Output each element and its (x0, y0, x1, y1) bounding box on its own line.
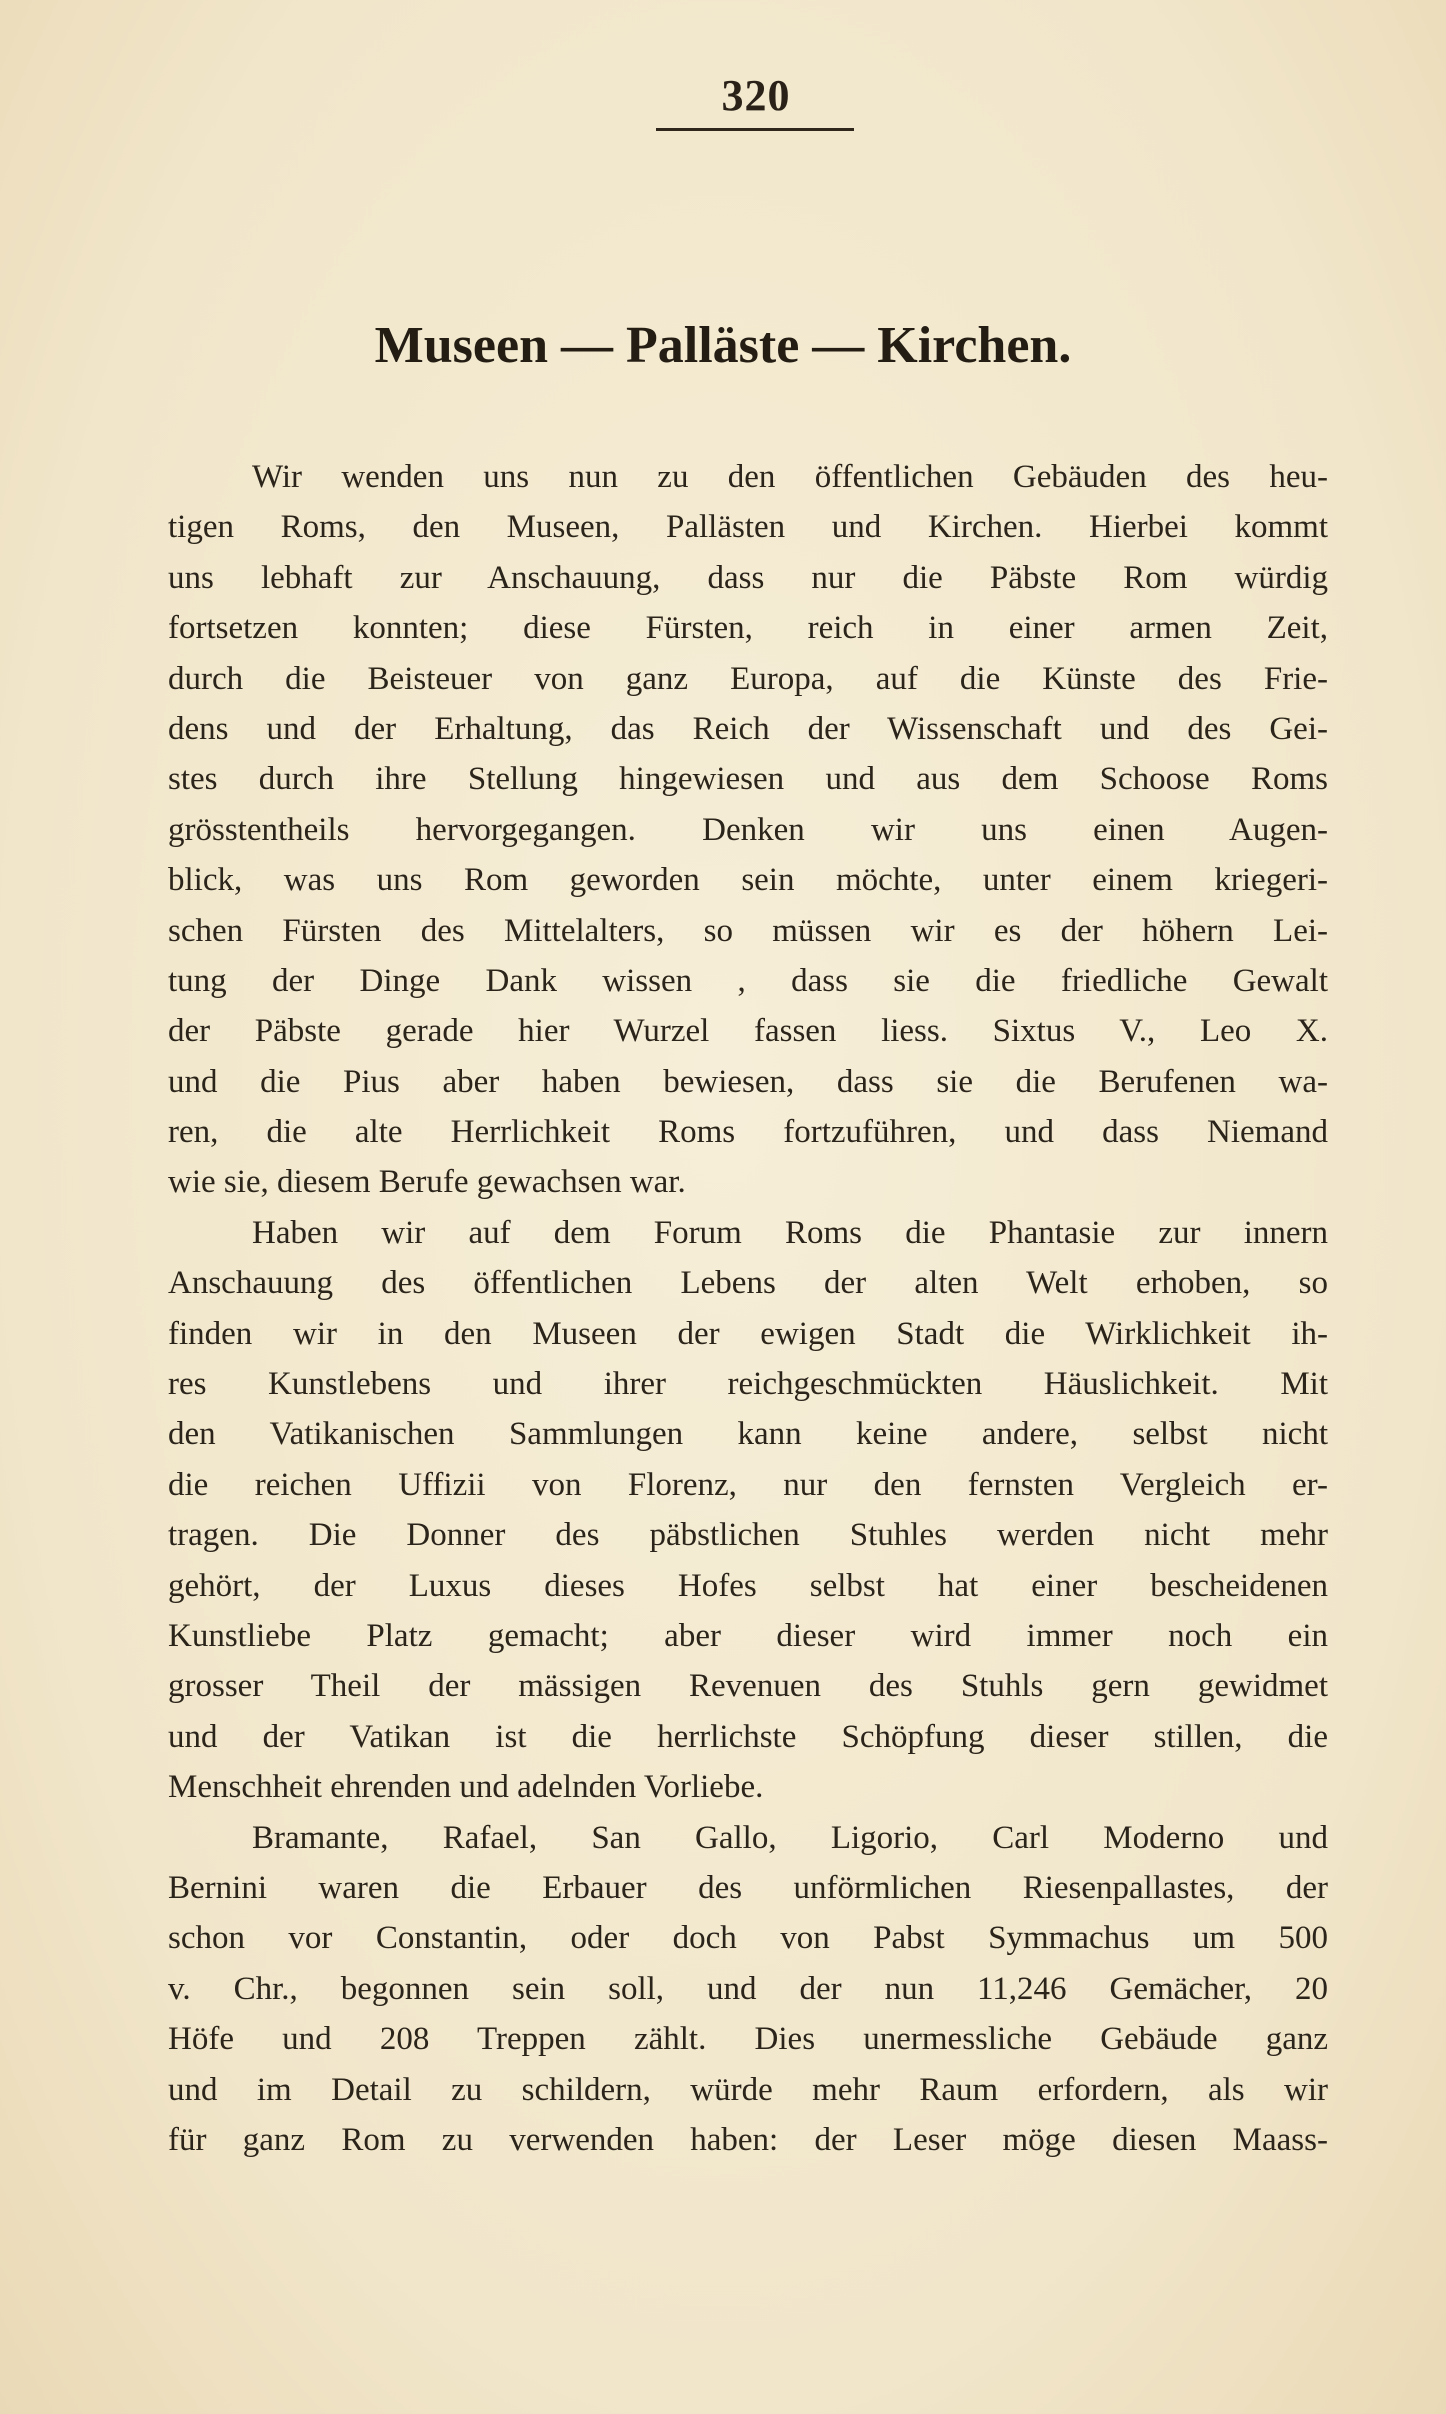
text-line: Höfe und 208 Treppen zählt. Dies unermessliche Gebäude ganz (168, 2021, 1328, 2058)
text-line: Kunstliebe Platz gemacht; aber dieser wird immer noch ein (168, 1617, 1328, 1654)
text-line: fortsetzen konnten; diese Fürsten, reich in einer armen Zeit, (168, 610, 1328, 647)
text-line: stes durch ihre Stellung hingewiesen und aus dem Schoose Roms (168, 761, 1328, 798)
text-line: Menschheit ehrenden und adelnden Vorliebe. (168, 1769, 764, 1806)
text-line: finden wir in den Museen der ewigen Stadt die Wirklichkeit ih- (168, 1315, 1328, 1352)
text-line: Haben wir auf dem Forum Roms die Phantasie zur innern (252, 1214, 1328, 1251)
paragraph-3 (168, 1813, 1328, 2166)
text-line: Wir wenden uns nun zu den öffentlichen Gebäuden des heu- (252, 459, 1328, 495)
text-line: der Päbste gerade hier Wurzel fassen liess. Sixtus V., Leo X. (168, 1013, 1328, 1050)
text-line: tragen. Die Donner des päbstlichen Stuhles werden nicht mehr (168, 1517, 1328, 1554)
text-line: Bramante, Rafael, San Gallo, Ligorio, Carl Moderno und (252, 1819, 1328, 1856)
text-line: grosser Theil der mässigen Revenuen des Stuhls gern gewidmet (168, 1668, 1328, 1705)
text-line: dens und der Erhaltung, das Reich der Wissenschaft und des Gei- (168, 710, 1328, 747)
page-number: 320 (721, 71, 791, 120)
text-line: schen Fürsten des Mittelalters, so müssen wir es der höhern Lei- (168, 912, 1328, 949)
text-line: die reichen Uffizii von Florenz, nur den fernsten Vergleich er- (168, 1466, 1328, 1503)
text-line: grösstentheils hervorgegangen. Denken wir uns einen Augen- (168, 811, 1328, 848)
text-line: wie sie, diesem Berufe gewachsen war. (168, 1164, 686, 1201)
paragraph-2 (168, 1208, 1328, 1813)
chapter-title: Museen — Palläste — Kirchen. (374, 317, 1072, 374)
text-line: den Vatikanischen Sammlungen kann keine andere, selbst nicht (168, 1416, 1328, 1453)
text-line: res Kunstlebens und ihrer reichgeschmückten Häuslichkeit. Mit (168, 1366, 1328, 1403)
text-line: tung der Dinge Dank wissen , dass sie die friedliche Gewalt (168, 962, 1328, 999)
text-line: ren, die alte Herrlichkeit Roms fortzuführen, und dass Niemand (168, 1114, 1328, 1151)
text-line: schon vor Constantin, oder doch von Pabst Symmachus um 500 (168, 1920, 1328, 1957)
text-line: tigen Roms, den Museen, Pallästen und Kirchen. Hierbei kommt (168, 509, 1328, 546)
text-line: für ganz Rom zu verwenden haben: der Leser möge diesen Maass- (168, 2121, 1328, 2158)
text-line: Bernini waren die Erbauer des unförmlichen Riesenpallastes, der (168, 1869, 1328, 1906)
text-line: und der Vatikan ist die herrlichste Schöpfung dieser stillen, die (168, 1718, 1328, 1755)
page-number-rule (656, 128, 854, 131)
text-line: v. Chr., begonnen sein soll, und der nun 11,246 Gemächer, 20 (168, 1970, 1328, 2007)
body-text (168, 452, 1328, 2165)
text-line: und die Pius aber haben bewiesen, dass sie die Berufenen wa- (168, 1063, 1328, 1100)
text-line: Anschauung des öffentlichen Lebens der alten Welt erhoben, so (168, 1265, 1328, 1302)
paragraph-1 (168, 452, 1328, 1208)
text-line: blick, was uns Rom geworden sein möchte, unter einem kriegeri- (168, 862, 1328, 899)
text-line: uns lebhaft zur Anschauung, dass nur die Päbste Rom würdig (168, 559, 1328, 596)
text-line: durch die Beisteuer von ganz Europa, auf die Künste des Frie- (168, 660, 1328, 697)
text-line: gehört, der Luxus dieses Hofes selbst hat einer bescheidenen (168, 1567, 1328, 1604)
text-line: und im Detail zu schildern, würde mehr Raum erfordern, als wir (168, 2071, 1328, 2108)
